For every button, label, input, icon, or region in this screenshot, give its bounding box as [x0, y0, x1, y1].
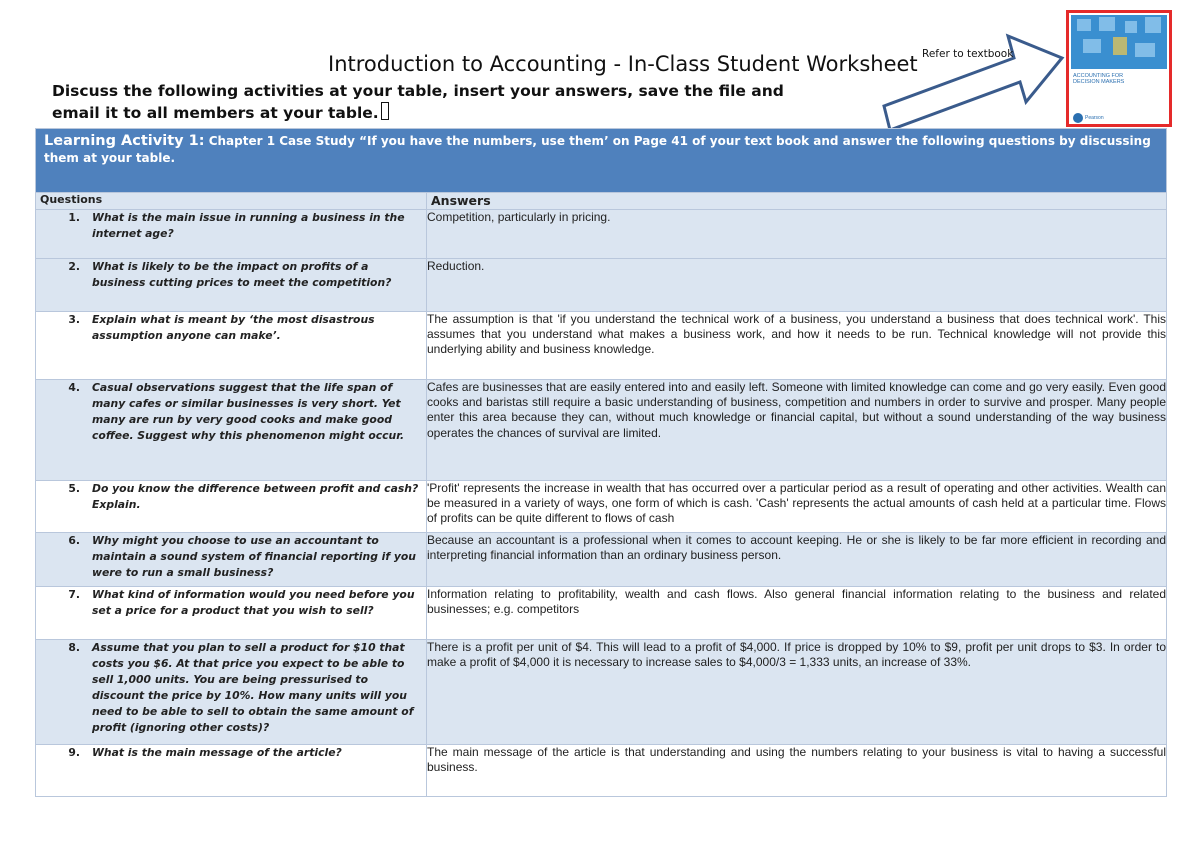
- question-text: What is the main message of the article?: [92, 746, 342, 759]
- table-row: [36, 210, 1167, 259]
- question-number: 5.: [68, 482, 80, 495]
- table-row: [36, 745, 1167, 797]
- answers-header: Answers: [427, 193, 1167, 210]
- table-row: [36, 259, 1167, 312]
- question-text: What is likely to be the impact on profits of a business cutting prices to meet the competition?: [92, 260, 392, 289]
- question-text: Do you know the difference between profit and cash? Explain.: [92, 482, 419, 511]
- instruction-line-2: email it to all members at your table.: [52, 104, 379, 122]
- question-number: 7.: [68, 588, 80, 601]
- question-number: 8.: [68, 641, 80, 654]
- table-row: [36, 533, 1167, 587]
- answer-cell[interactable]: Information relating to profitability, wealth and cash flows. Also general financial information relating to the business and related businesses; e.g. competitors: [427, 587, 1167, 640]
- cover-tile: [1145, 17, 1161, 33]
- answer-cell[interactable]: Reduction.: [427, 259, 1167, 312]
- cover-tile: [1099, 17, 1115, 31]
- answer-cell[interactable]: Competition, particularly in pricing.: [427, 210, 1167, 259]
- instruction-line-1: Discuss the following activities at your table, insert your answers, save the file and: [52, 82, 784, 100]
- question-cell: [36, 587, 427, 640]
- question-cell: [36, 259, 427, 312]
- questions-header: Questions: [36, 193, 427, 210]
- activity-header: [36, 129, 1167, 193]
- table-row: [36, 380, 1167, 481]
- arrow-icon: [878, 28, 1068, 136]
- question-cell: [36, 745, 427, 797]
- question-text: Casual observations suggest that the life span of many cafes or similar businesses is very short. Yet many are run by very good cooks and make good coffee. Suggest why this phenomenon might occur.: [92, 381, 405, 442]
- answer-cell[interactable]: Cafes are businesses that are easily entered into and easily left. Someone with limited knowledge can come and go very easily. Even good cooks and baristas still require a basic understanding of business, competition and numbers in order to survive and prosper. Many people enter this area because they can, without much knowledge or financial capital, but without a sound understanding of the way business operates the chances of survival are limited.: [427, 380, 1167, 481]
- question-text: What is the main issue in running a business in the internet age?: [92, 211, 405, 240]
- question-number: 2.: [68, 260, 80, 273]
- question-cell: [36, 640, 427, 745]
- activity-description: Chapter 1 Case Study “If you have the numbers, use them’ on Page 41 of your text book and answer the following questions by discussing them at your table.: [44, 134, 1151, 165]
- question-text: Why might you choose to use an accountant to maintain a sound system of financial reporting if you were to run a small business?: [92, 534, 416, 579]
- question-number: 6.: [68, 534, 80, 547]
- table-row: [36, 587, 1167, 640]
- question-number: 4.: [68, 381, 80, 394]
- column-header-row: [36, 193, 1167, 210]
- text-cursor: [381, 102, 389, 120]
- table-row: [36, 640, 1167, 745]
- answer-cell[interactable]: The assumption is that 'if you understand the technical work of a business, you understand a business that does technical work'. This assumes that you understand what makes a business work, and how it needs to be run. Technical knowledge will not provide this underlying ability and business knowledge.: [427, 312, 1167, 380]
- cover-publisher: Pearson: [1085, 115, 1104, 121]
- answer-cell[interactable]: Because an accountant is a professional when it comes to account keeping. He or she is likely to be far more efficient in recording and interpreting financial information than an ordinary business person.: [427, 533, 1167, 587]
- cover-tile: [1077, 19, 1091, 31]
- question-text: Explain what is meant by ‘the most disastrous assumption anyone can make’.: [92, 313, 375, 342]
- answer-cell[interactable]: 'Profit' represents the increase in wealth that has occurred over a particular period as a result of operating and other activities. Wealth can be measured in a variety of ways, one form of which is cash. 'Cash' represents the actual amounts of cash held at a particular time. Flows of profits can be quite different to flows of cash: [427, 481, 1167, 533]
- question-cell: [36, 380, 427, 481]
- question-text: What kind of information would you need before you set a price for a product that you wish to sell?: [92, 588, 415, 617]
- question-cell: [36, 312, 427, 380]
- question-cell: [36, 481, 427, 533]
- activity-label: Learning Activity 1:: [44, 133, 205, 149]
- question-number: 3.: [68, 313, 80, 326]
- question-number: 1.: [68, 211, 80, 224]
- cover-tile: [1083, 39, 1101, 53]
- textbook-cover-image: [1066, 10, 1172, 127]
- answer-cell[interactable]: The main message of the article is that understanding and using the numbers relating to your business is vital to having a successful business.: [427, 745, 1167, 797]
- table-row: [36, 312, 1167, 380]
- question-cell: [36, 210, 427, 259]
- cover-tile: [1125, 21, 1137, 33]
- table-row: [36, 481, 1167, 533]
- question-cell: [36, 533, 427, 587]
- cover-title: ACCOUNTING FOR DECISION MAKERS: [1073, 73, 1125, 85]
- activity-header-row: [36, 129, 1167, 193]
- question-number: 9.: [68, 746, 80, 759]
- instructions: [52, 80, 812, 124]
- publisher-logo-icon: [1073, 113, 1083, 123]
- worksheet-table: [35, 128, 1167, 797]
- cover-tile: [1135, 43, 1155, 57]
- cover-tile: [1113, 37, 1127, 55]
- question-text: Assume that you plan to sell a product for $10 that costs you $6. At that price you expect to be able to sell 1,000 units. You are being pressurised to discount the price by 10%. How many units will you need to be able to sell to obtain the same amount of profit (ignoring other costs)?: [92, 641, 414, 734]
- page-title: Introduction to Accounting - In-Class Student Worksheet: [328, 52, 918, 76]
- refer-label: Refer to textbook: [922, 48, 1014, 60]
- answer-cell[interactable]: There is a profit per unit of $4. This will lead to a profit of $4,000. If price is dropped by 10% to $9, profit per unit drops to $3. In order to make a profit of $4,000 it is necessary to increase sales to $4,000/3 = 1,333 units, an increase of 33%.: [427, 640, 1167, 745]
